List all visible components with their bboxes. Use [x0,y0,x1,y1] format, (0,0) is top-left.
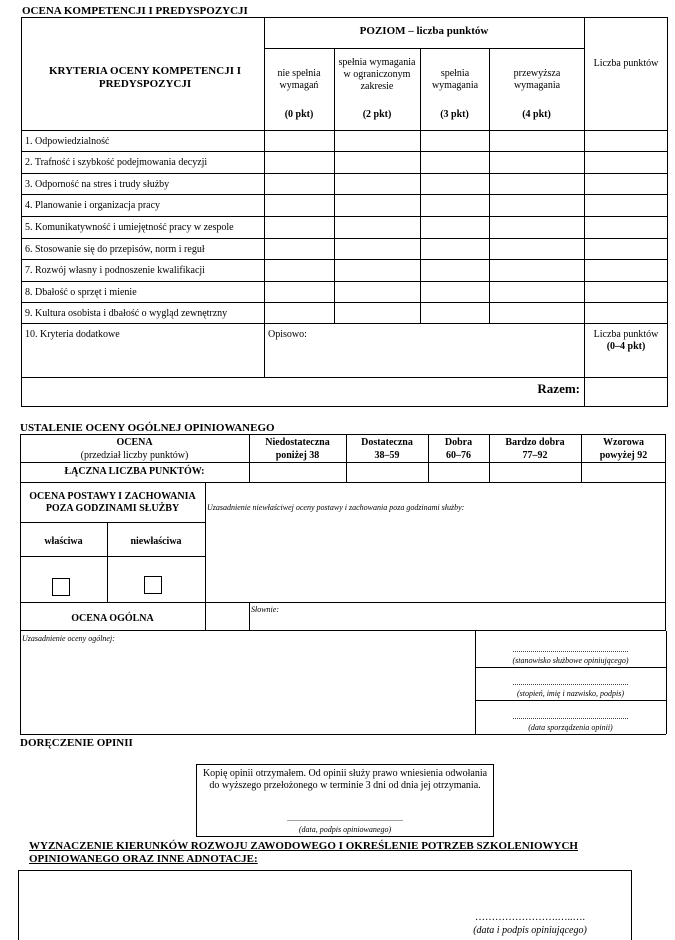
conduct-improper-label: niewłaściwa [130,536,182,547]
level-points-3: (4 pkt) [522,109,551,120]
extra-desc-label: Opisowo: [268,329,307,340]
extra-points-range: (0–4 pkt) [606,341,646,352]
conduct-justification-label: Uzasadnienie niewłaściwej oceny postawy i zachowania poza godzinami służby: [207,503,465,512]
level-label-0: nie spełnia wymagań [277,68,321,91]
section-title-overall: USTALENIE OCENY OGÓLNEJ OPINIOWANEGO [20,422,275,434]
criterion-8: 8. Dbałość o sprzęt i mienie [25,287,137,298]
criterion-4: 4. Planowanie i organizacja pracy [25,200,161,211]
sig2-dots: .......................................................... [512,678,629,687]
criterion-5: 5. Komunikatywność i umiejętność pracy w zespole [25,222,234,233]
level-label-1: spełnia wymagania w ograniczonym zakresie [338,57,416,92]
criterion-1: 1. Odpowiedzialność [25,136,110,147]
sig1-dots: .......................................................... [512,645,629,654]
points-header: Liczba punktów [593,58,659,69]
conduct-header: OCENA POSTAWY I ZACHOWANIA POZA GODZINAMI SŁUŻBY [29,491,196,514]
criteria-header: KRYTERIA OCENY KOMPETENCJI I PREDYSPOZYCJI [48,65,242,90]
grade-range-4: powyżej 92 [599,450,648,461]
grade-name-1: Dostateczna [361,437,413,448]
criterion-10: 10. Kryteria dodatkowe [25,329,120,340]
sig3-caption: (data sporządzenia opinii) [528,723,613,732]
grade-name-0: Niedostateczna [265,437,330,448]
development-dots: …………………….…..…. [475,912,585,923]
level-label-2: spełnia wymagania [431,68,479,91]
overall-justification-label: Uzasadnienie oceny ogólnej: [22,634,115,643]
criterion-3: 3. Odporność na stres i trudy służby [25,179,170,190]
level-points-1: (2 pkt) [362,109,392,120]
delivery-sig-caption: (data, podpis opiniowanego) [298,825,392,834]
grade-range-3: 77–92 [522,450,548,461]
grade-sub: (przedział liczby punktów) [80,450,189,461]
total-points-label: ŁĄCZNA LICZBA PUNKTÓW: [64,466,205,477]
grade-range-2: 60–76 [446,450,471,461]
overall-grade-label: OCENA OGÓLNA [71,613,154,624]
development-sig-caption: (data i podpis opiniującego) [473,925,587,936]
criterion-9: 9. Kultura osobista i dbałość o wygląd zewnętrzny [25,308,228,319]
delivery-dots: .......................................................... [287,814,403,823]
level-points-0: (0 pkt) [284,109,314,120]
sig1-caption: (stanowisko służbowe opiniującego) [512,656,629,665]
grade-range-1: 38–59 [374,450,400,461]
section-title-development-1: WYZNACZENIE KIERUNKÓW ROZWOJU ZAWODOWEGO I OKREŚLENIE POTRZEB SZKOLENIOWYCH [29,840,578,852]
grade-range-0: poniżej 38 [275,450,320,461]
extra-points-label: Liczba punktów [593,329,659,340]
sig3-dots: .......................................................... [512,712,629,721]
grade-name-3: Bardzo dobra [505,437,565,448]
level-label-3: przewyższa wymagania [513,68,561,91]
criterion-2: 2. Trafność i szybkość podejmowania decyzji [25,157,208,168]
in-words-label: Słownie: [251,605,279,614]
level-points-2: (3 pkt) [440,109,469,120]
level-header: POZIOM – liczba punktów [359,25,489,37]
delivery-text-2: do wyższego przełożonego w terminie 3 dni od dnia jej otrzymania. [209,780,481,791]
conduct-proper-checkbox[interactable] [52,578,70,596]
grade-name-4: Wzorowa [603,437,644,448]
delivery-text-1: Kopię opinii otrzymałem. Od opinii służy prawo wniesienia odwołania [202,768,488,779]
sig2-caption: (stopień, imię i nazwisko, podpis) [516,689,625,698]
grade-header: OCENA [116,437,153,448]
criterion-7: 7. Rozwój własny i podnoszenie kwalifikacji [25,265,205,276]
section-title-delivery: DORĘCZENIE OPINII [20,737,133,749]
criterion-6: 6. Stosowanie się do przepisów, norm i reguł [25,244,205,255]
section-title-competencies: OCENA KOMPETENCJI I PREDYSPOZYCJI [22,5,248,17]
grade-name-2: Dobra [444,437,473,448]
conduct-improper-checkbox[interactable] [144,576,162,594]
conduct-proper-label: właściwa [44,536,83,547]
total-label: Razem: [537,381,580,396]
section-title-development-2: OPINIOWANEGO ORAZ INNE ADNOTACJE: [29,853,258,865]
